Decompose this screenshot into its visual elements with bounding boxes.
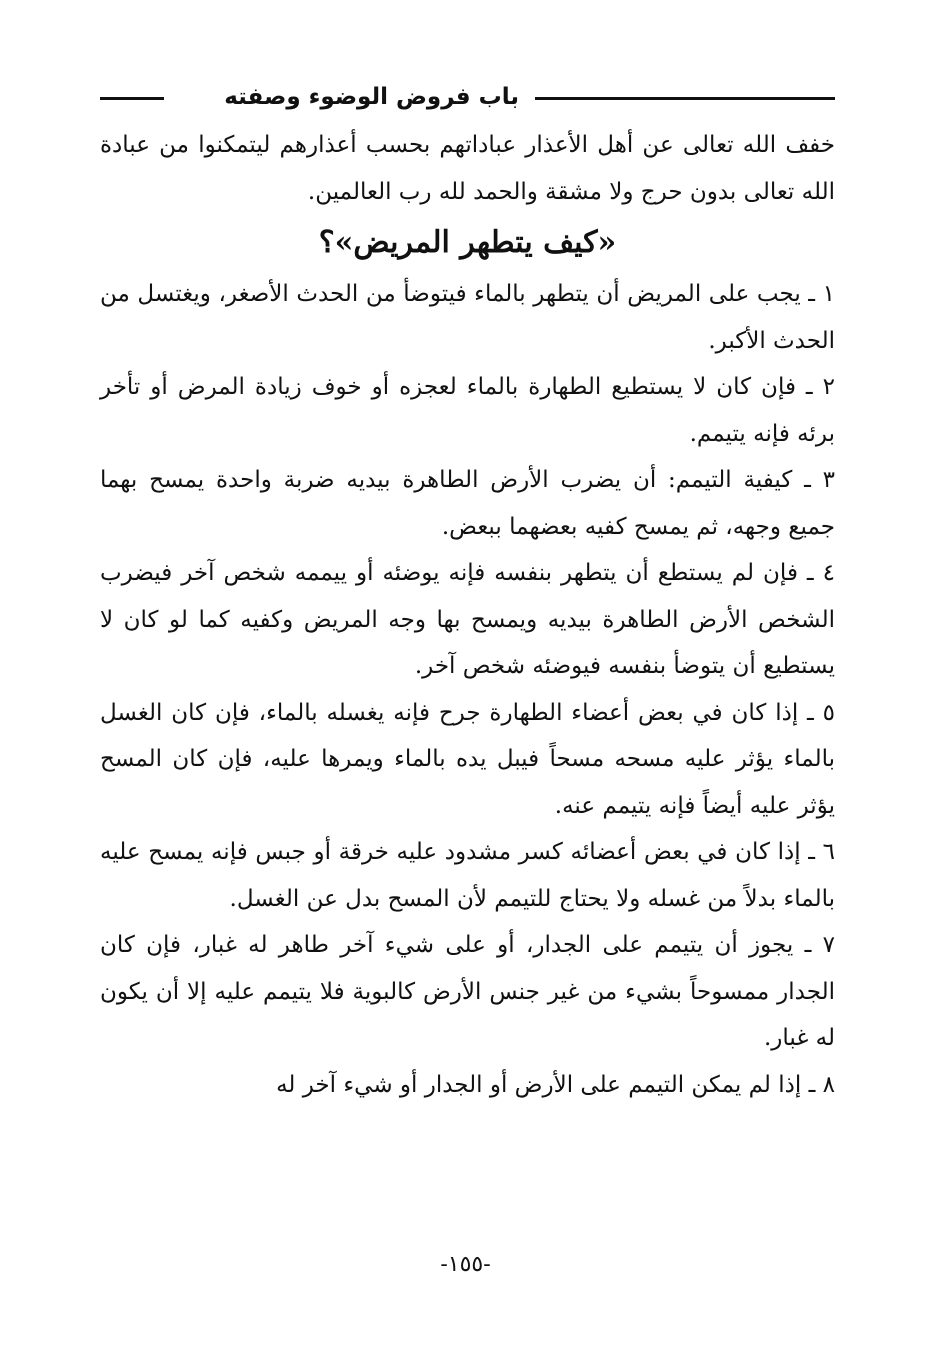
list-item-1: ١ ـ يجب على المريض أن يتطهر بالماء فيتوضأ من الحدث الأصغر، ويغتسل من الحدث الأكبر. [100,281,835,354]
header-rule-left [100,97,164,100]
list-item-5: ٥ ـ إذا كان في بعض أعضاء الطهارة جرح فإنه يغسله بالماء، فإن كان الغسل بالماء يؤثر عليه مسحه مسحاً فيبل يده بالماء ويمرها عليه، فإن كان المسح يؤثر عليه أيضاً فإنه يتيمم عنه. [100,699,835,819]
page-body [100,122,835,1108]
running-header [100,80,835,116]
list-item-3: ٣ ـ كيفية التيمم: أن يضرب الأرض الطاهرة بيديه ضربة واحدة يمسح بهما جميع وجهه، ثم يمسح كفيه بعضهما ببعض. [100,467,835,540]
list-item-2: ٢ ـ فإن كان لا يستطيع الطهارة بالماء لعجزه أو خوف زيادة المرض أو تأخر برئه فإنه يتيمم. [100,374,835,447]
list-item-8: ٨ ـ إذا لم يمكن التيمم على الأرض أو الجدار أو شيء آخر له [276,1071,835,1098]
intro-paragraph: خفف الله تعالى عن أهل الأعذار عباداتهم بحسب أعذارهم ليتمكنوا من عبادة الله تعالى بدون حرج ولا مشقة والحمد لله رب العالمين. [100,132,835,205]
page-number: -١٥٥- [440,1252,491,1277]
chapter-title: باب فروض الوضوء وصفته [220,80,523,114]
section-heading: «كيف يتطهر المريض»؟ [318,225,617,260]
list-item-7: ٧ ـ يجوز أن يتيمم على الجدار، أو على شيء آخر طاهر له غبار، فإن كان الجدار ممسوحاً بشيء من غير جنس الأرض كالبوية فلا يتيمم عليه إلا أن يكون له غبار. [100,932,835,1051]
list-item-4: ٤ ـ فإن لم يستطع أن يتطهر بنفسه فإنه يوضئه أو ييممه شخص آخر فيضرب الشخص الأرض الطاهرة بيديه ويمسح بها وجه المريض وكفيه كما لو كان لا يستطيع أن يتوضأ بنفسه فيوضئه شخص آخر. [100,560,835,679]
header-rule-right [535,97,835,100]
list-item-6: ٦ ـ إذا كان في بعض أعضائه كسر مشدود عليه خرقة أو جبس فإنه يمسح عليه بالماء بدلاً من غسله ولا يحتاج للتيمم لأن المسح بدل عن الغسل. [100,839,835,912]
